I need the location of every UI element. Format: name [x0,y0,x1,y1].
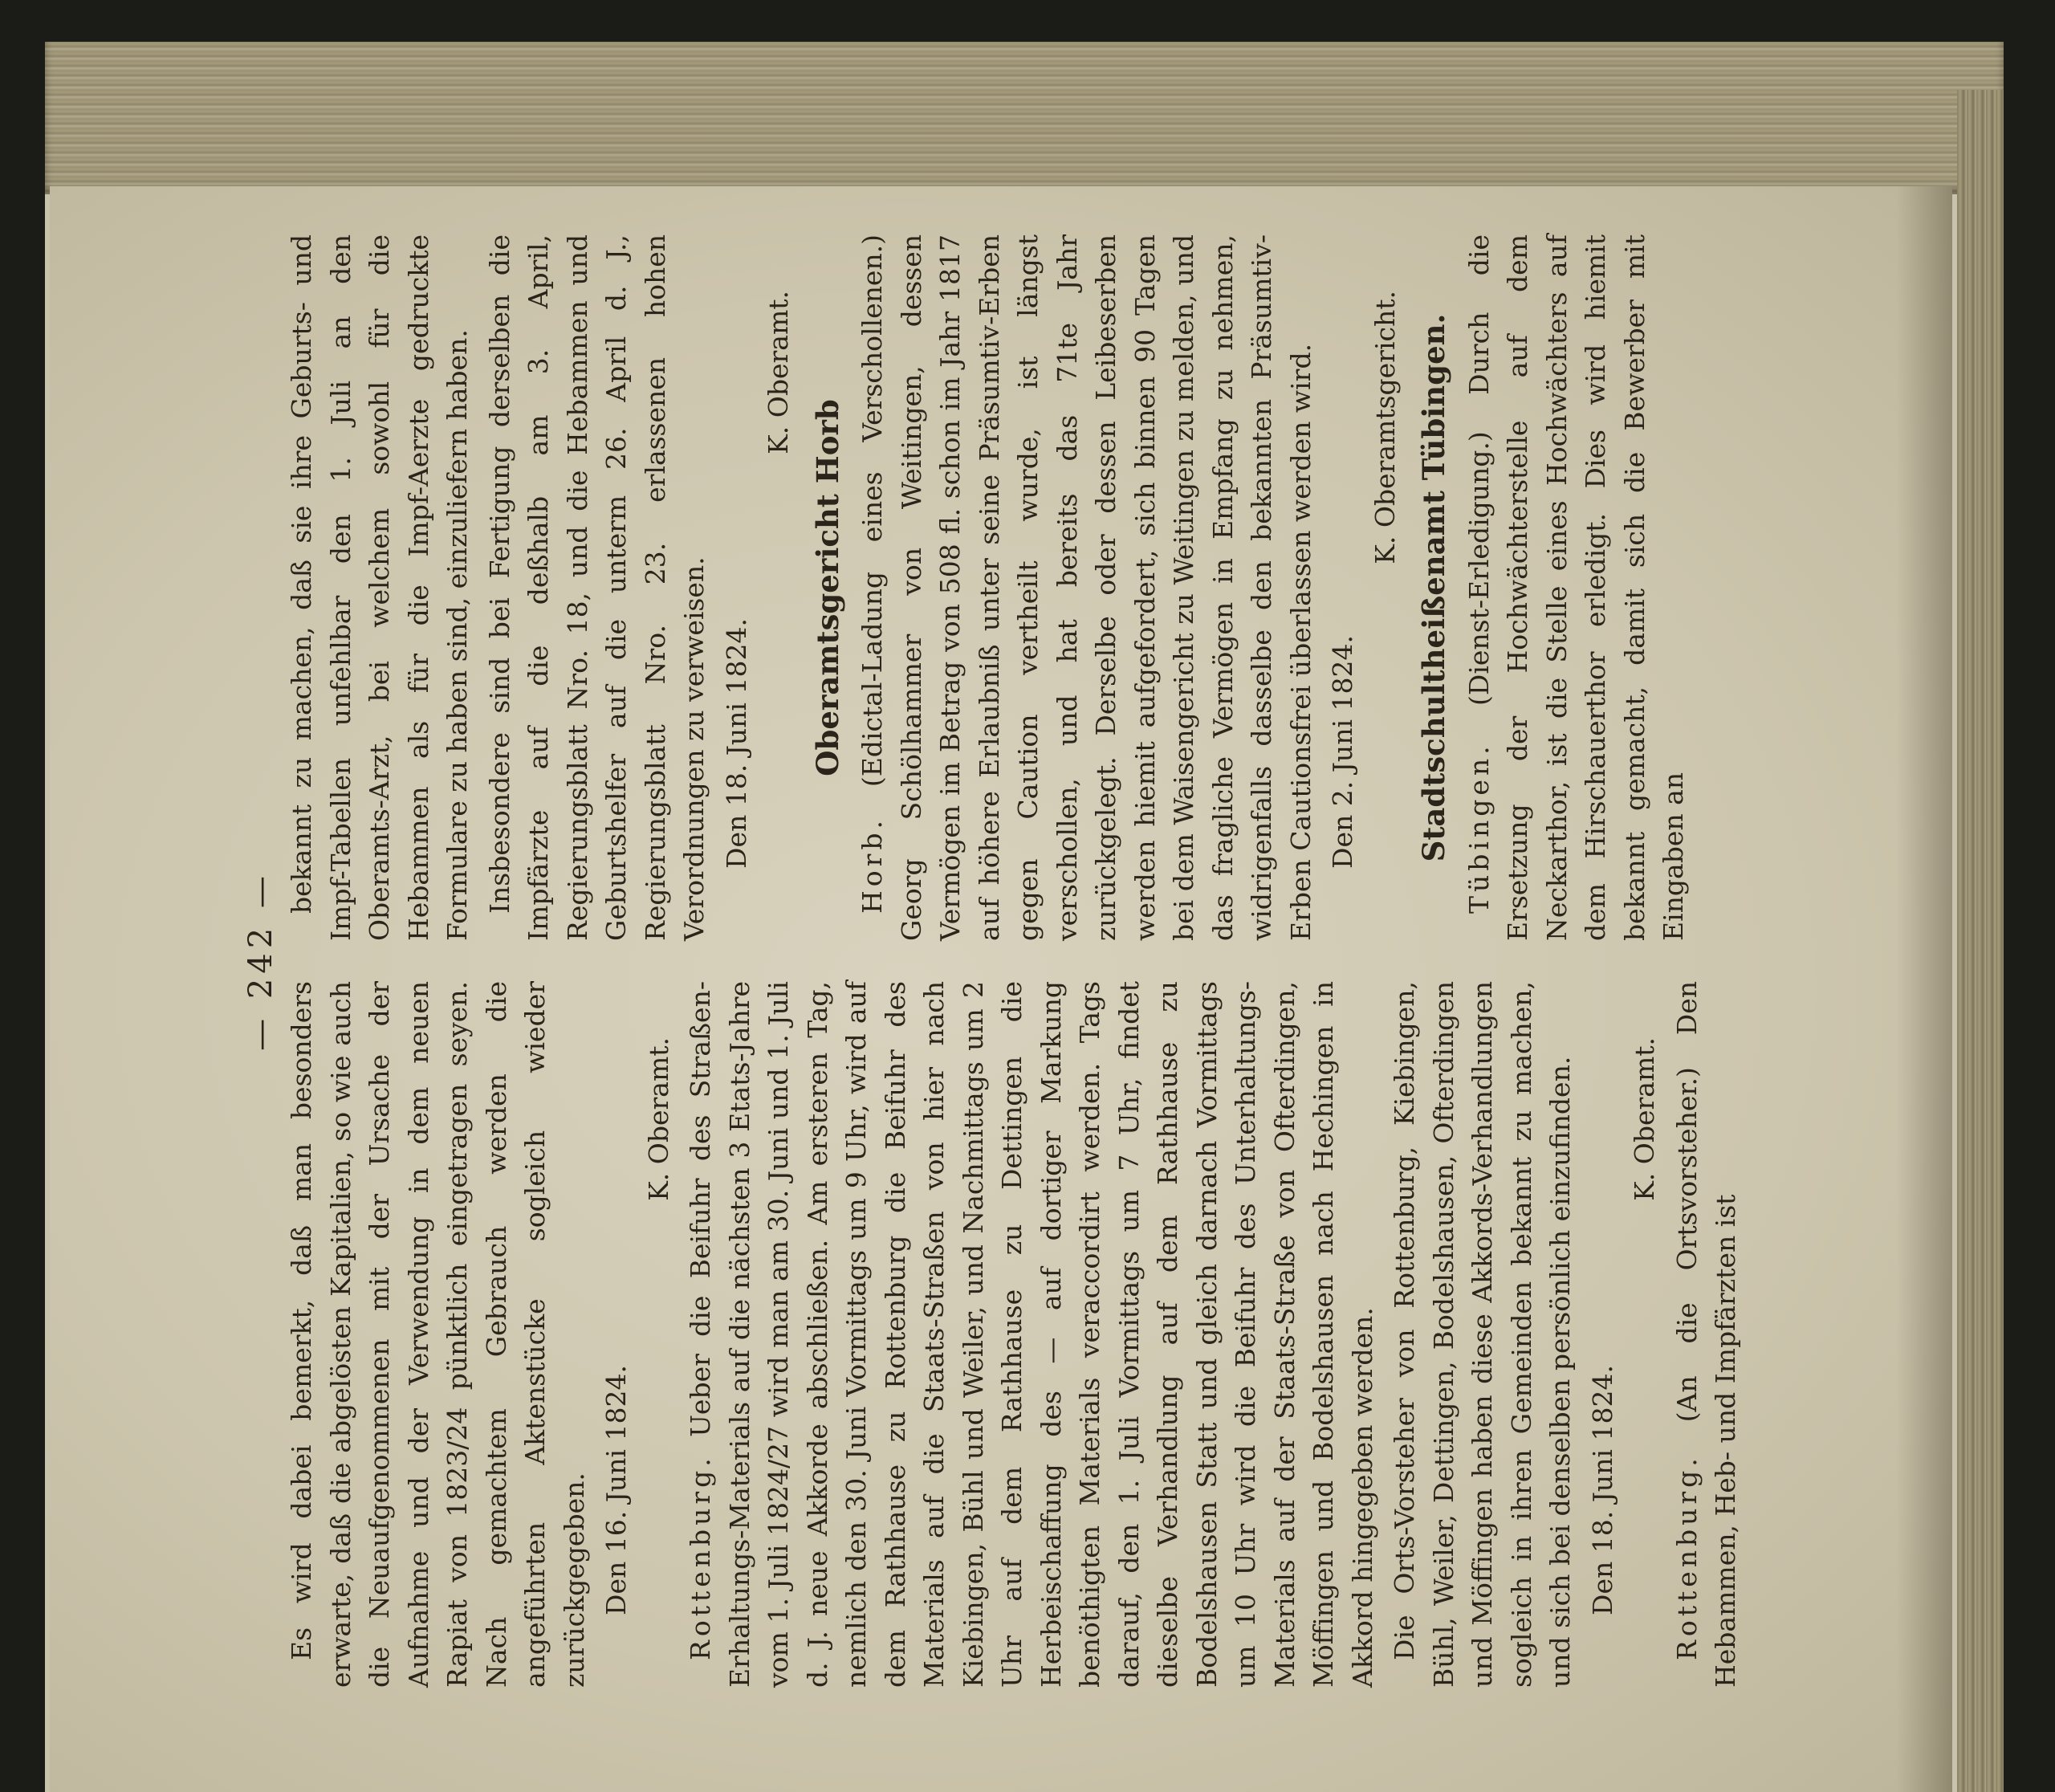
left-column [283,981,1749,1688]
paragraph-text: Den 16. Juni 1824. [600,1365,632,1615]
rotated-page-content [226,234,1824,1688]
notice-signature [1366,234,1406,941]
paragraph-text: Oberamtsgericht Horb [809,399,845,776]
notice-date [597,981,637,1688]
paragraph-text: (An die Ortsvorsteher.) Den Hebammen, Heb- und Impfärzten ist [1670,981,1741,1688]
place-name: Rottenburg. [1670,1454,1703,1660]
notice-date [1324,234,1363,941]
notice-signature [1626,981,1665,1688]
notice-paragraph [1668,981,1746,1688]
page-stack-side-edge [1957,90,2004,1792]
notice-paragraph [283,981,594,1688]
notice-date [718,234,757,941]
paragraph-text: K. Oberamt. [763,291,794,454]
page-number: — 242 — [242,871,279,1051]
paragraph-text: K. Oberamt. [1629,1037,1660,1201]
paragraph-text: Es wird dabei bemerkt, daß man besonders erwarte, daß die abgelösten Kapitalien, so wie auch die Neuaufgenommenen mit der Ursache der Aufnahme und der Verwendung in dem neuen Rapiat von 1823/24 pünktlich eingetragen seyen. Nach gemachtem Gebrauch werden die angeführten Aktenstücke sogleich wieder zurückgegeben. [286,981,590,1688]
notice-date [1584,981,1623,1688]
book-scan [45,42,2004,1792]
notice-paragraph [481,234,714,941]
place-name: Horb. [857,816,888,914]
notice-paragraph [853,234,1320,941]
paragraph-text: Den 2. Juni 1824. [1327,635,1358,869]
paragraph-text: Den 18. Juni 1824. [720,618,752,869]
paragraph-text: Insbesondere sind bei Fertigung derselben die Impfärzte auf die deßhalb am 3. April, Regierungsblatt Nro. 18, und die Hebammen und Geburtshelfer auf die unterm 26. April d. J., Regierungsblatt Nro. 23. erlassenen hohen Verordnungen zu verweisen. [483,234,710,941]
notice-signature [759,234,799,941]
paragraph-text: Stadtschultheißenamt Tübingen. [1416,313,1451,862]
notice-signature [640,981,679,1688]
paragraph-text: Den 18. Juni 1824. [1586,1365,1618,1615]
paragraph-text: Ueber die Beifuhr des Straßen-Erhaltungs-Materials auf die nächsten 3 Etats-Jahre vom 1. Juli 1824/27 wird man am 30. Juni und 1. Juli d. J. neue Akkorde abschließen. Am ersteren Tag, nemlich den 30. Juni Vormittags um 9 Uhr, wird auf dem Rathhause zu Rottenburg die Beifuhr des Materials auf die Staats-Straßen von hier nach Kiebingen, Bühl und Weiler, und Nachmittags um 2 Uhr auf dem Rathhause zu Dettingen die Herbeischaffung des — auf dortiger Markung benöthigten Materials veraccordirt werden. Tags darauf, den 1. Juli Vormittags um 7 Uhr, findet dieselbe Verhandlung auf dem Rathhause zu Bodelshausen Statt und gleich darnach Vormittags um 10 Uhr wird die Beifuhr des Unterhaltungs-Materials auf der Staats-Straße von Ofterdingen, Möffingen und Bodelshausen nach Hechingen in Akkord hingegeben werden. [685,981,1378,1688]
notice-paragraph [1460,234,1694,941]
notice-paragraph [682,981,1382,1688]
section-heading [1414,234,1454,941]
section-heading [808,234,848,941]
place-name: Tübingen. [1463,742,1495,914]
book-page [50,186,1952,1792]
paragraph-text: (Edictal-Ladung eines Verschollenen.) Georg Schölhammer von Weitingen, dessen Vermögen im Betrag von 508 fl. schon im Jahr 1817 auf höhere Erlaubniß unter seine Präsumtiv-Erben gegen Caution vertheilt wurde, ist längst verschollen, und hat bereits das 71te Jahr zurückgelegt. Derselbe oder dessen Leibeserben werden hiemit aufgefordert, sich binnen 90 Tagen bei dem Waisengericht zu Weitingen zu melden, und das fragliche Vermögen in Empfang zu nehmen, widrigenfalls dasselbe den bekannten Präsumtiv-Erben Cautionsfrei überlassen werden wird. [857,234,1316,941]
paragraph-text: K. Oberamt. [642,1037,674,1201]
page-gutter-shadow [1896,186,1952,1792]
right-column [283,234,1697,941]
notice-paragraph [1386,981,1581,1688]
paragraph-text: bekannt zu machen, daß sie ihre Geburts- und Impf-Tabellen unfehlbar den 1. Juli an den Oberamts-Arzt, bei welchem sowohl für die Hebammen als für die Impf-Aerzte gedruckte Formulare zu haben sind, einzuliefern haben. [286,234,473,941]
paragraph-text: (Dienst-Erledigung.) Durch die Ersetzung der Hochwächterstelle auf dem Neckarthor, ist die Stelle eines Hochwächters auf dem Hirschauerthor erledigt. Dies wird hiemit bekannt gemacht, damit sich die Bewerber mit Eingaben an [1463,234,1689,941]
notice-paragraph [283,234,478,941]
page-stack-top-edge [45,42,2004,194]
place-name: Rottenburg. [685,1454,716,1660]
paragraph-text: K. Oberamtsgericht. [1369,291,1401,564]
paragraph-text: Die Orts-Vorsteher von Rottenburg, Kiebingen, Bühl, Weiler, Dettingen, Bodelshausen, Ofterdingen und Möffingen haben diese Akkords-Verhandlungen sogleich in ihren Gemeinden bekannt zu machen, und sich bei denselben persönlich einzufinden. [1389,981,1576,1688]
